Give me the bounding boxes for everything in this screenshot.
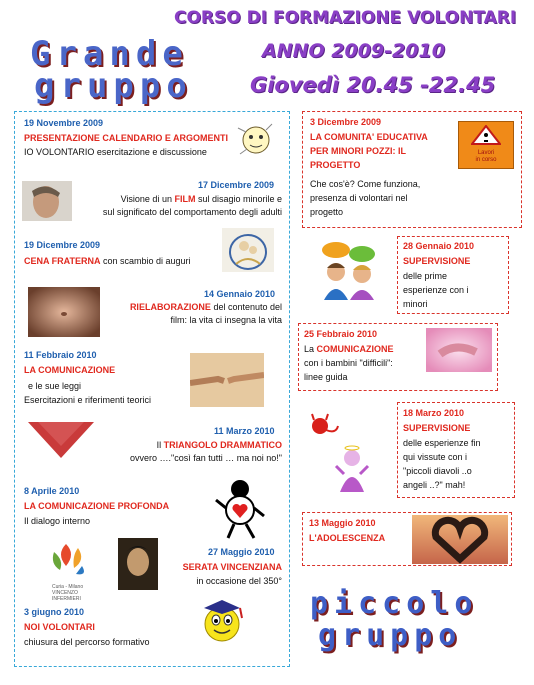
event-desc: "piccoli diavoli ..o <box>403 466 472 476</box>
event-desc <box>100 301 282 327</box>
event-title: FILM <box>174 194 196 204</box>
course-title: CORSO DI FORMAZIONE VOLONTARI <box>174 8 517 28</box>
course-year: ANNO 2009-2010 <box>262 40 445 62</box>
event-title: COMUNICAZIONE <box>316 344 394 354</box>
event-desc-line2: film: la vita ci insegna la vita <box>170 315 282 325</box>
event-desc: Che cos'è? Come funziona, <box>310 179 421 189</box>
heart-hands-photo <box>412 515 508 564</box>
event-desc: angeli ..?" mah! <box>403 480 466 490</box>
worker-icon <box>471 125 501 145</box>
logo-text: INFERMIERI <box>52 596 81 602</box>
event-title: L'ADOLESCENZA <box>309 533 386 543</box>
hands-photo <box>426 328 492 372</box>
event-desc: esperienze con i <box>403 285 469 295</box>
saint-portrait <box>118 538 158 590</box>
devil-icon <box>306 412 340 442</box>
event-title: SERATA VINCENZIANA <box>182 562 282 572</box>
event-title: NOI VOLONTARI <box>24 622 95 632</box>
triangle-icon <box>26 420 96 460</box>
event-date: 13 Maggio 2010 <box>309 518 376 528</box>
event-desc-pre: Il <box>156 440 164 450</box>
event-title: RIELABORAZIONE <box>129 302 211 312</box>
event-desc: Esercitazioni e riferimenti teorici <box>24 395 152 405</box>
event-date: 25 Febbraio 2010 <box>304 329 378 339</box>
event-title: CENA FRATERNA <box>24 256 101 266</box>
gruppo-label: gruppo <box>318 618 463 653</box>
belly-photo <box>28 287 100 337</box>
event-title: PER MINORI POZZI: IL <box>310 146 406 156</box>
holy-family-image <box>222 228 274 272</box>
event-desc-pre: Visione di un <box>120 194 175 204</box>
event-title: PRESENTAZIONE CALENDARIO E ARGOMENTI <box>24 133 229 143</box>
event-title: PROGETTO <box>310 160 361 170</box>
logo-text: VINCENZO <box>52 590 78 596</box>
piccolo-label: piccolo <box>310 586 479 621</box>
event-desc: delle prime <box>403 271 448 281</box>
graduate-smiley-icon <box>196 596 252 644</box>
event-desc: presenza di volontari nel <box>310 193 408 203</box>
works-sign-icon <box>458 121 514 169</box>
event-desc: qui vissute con i <box>403 452 468 462</box>
event-title: SUPERVISIONE <box>403 256 471 266</box>
event-desc: delle esperienze fin <box>403 438 481 448</box>
event-desc-post: sul disagio minorile e <box>195 194 282 204</box>
heart-figure-icon <box>210 478 270 540</box>
event-desc: con i bambini "difficili": <box>304 358 393 368</box>
event-date: 19 Dicembre 2009 <box>24 240 101 250</box>
event-desc <box>24 255 191 268</box>
event-title: LA COMUNICAZIONE <box>24 365 116 375</box>
event-desc-post: con scambio di auguri <box>100 256 191 266</box>
event-desc <box>100 439 282 465</box>
event-desc: Il dialogo interno <box>24 516 91 526</box>
gruppo-label: gruppo <box>34 66 193 106</box>
event-desc-line2: sul significato del comportamento degli adulti <box>102 207 282 217</box>
angel-icon <box>330 444 376 494</box>
event-title: LA COMUNITA' EDUCATIVA <box>310 132 428 142</box>
event-desc <box>304 343 394 356</box>
event-desc: e le sue leggi <box>28 381 82 391</box>
event-date: 11 Febbraio 2010 <box>24 350 97 360</box>
event-title: TRIANGOLO DRAMMATICO <box>163 440 282 450</box>
event-date: 27 Maggio 2010 <box>208 547 275 557</box>
event-date: 17 Dicembre 2009 <box>198 180 275 190</box>
event-desc: IO VOLONTARIO esercitazione e discussione <box>24 147 207 157</box>
sign-text: in corso <box>475 157 497 163</box>
event-desc: linee guida <box>304 372 348 382</box>
event-date: 3 Dicembre 2009 <box>310 117 382 127</box>
event-desc: progetto <box>310 207 344 217</box>
logo-caption <box>52 584 83 602</box>
event-desc-line2: ovvero …."così fan tutti … ma noi no!" <box>130 453 282 463</box>
event-date: 28 Gennaio 2010 <box>403 241 475 251</box>
logo-text: Curia - Milano <box>52 584 84 590</box>
man-photo <box>22 181 72 221</box>
event-title: SUPERVISIONE <box>403 423 471 433</box>
grande-label: Grande <box>30 34 189 74</box>
course-time: Giovedì 20.45 -22.45 <box>250 73 496 97</box>
event-date: 18 Marzo 2010 <box>403 408 465 418</box>
event-desc: minori <box>403 299 428 309</box>
event-date: 14 Gennaio 2010 <box>204 289 276 299</box>
event-desc: chiusura del percorso formativo <box>24 637 150 647</box>
sign-text: Lavori <box>477 150 495 156</box>
event-title: LA COMUNICAZIONE PROFONDA <box>24 501 170 511</box>
calendar-icon <box>232 118 280 162</box>
event-date: 8 Aprile 2010 <box>24 486 80 496</box>
creation-hands-image <box>190 353 264 407</box>
chat-people-icon <box>318 240 380 302</box>
event-desc <box>74 193 282 219</box>
event-desc-pre: La <box>304 344 317 354</box>
event-date: 11 Marzo 2010 <box>214 426 275 436</box>
event-desc-post: del contenuto del <box>210 302 282 312</box>
event-desc: in occasione del 350° <box>196 576 282 586</box>
event-date: 3 giugno 2010 <box>24 607 85 617</box>
event-date: 19 Novembre 2009 <box>24 118 104 128</box>
